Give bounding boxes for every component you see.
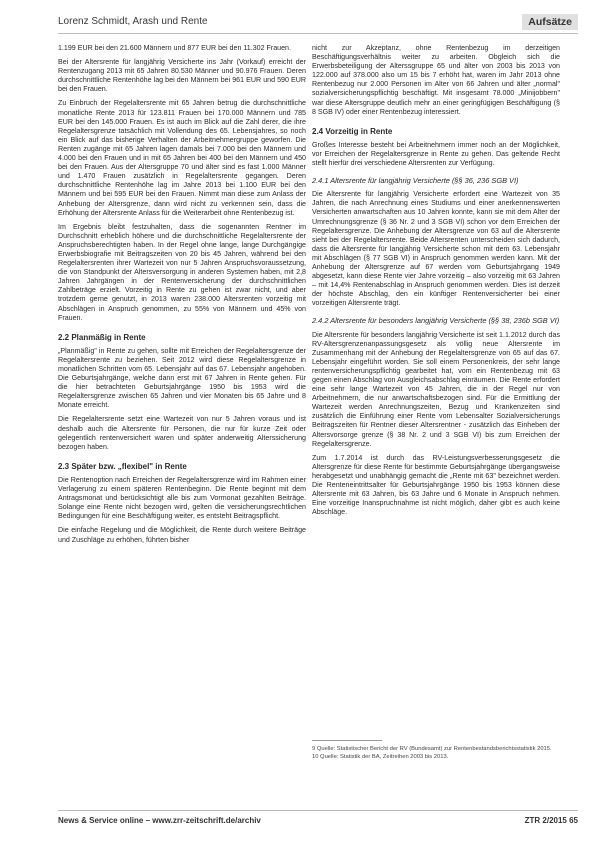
section-heading: 2.4 Vorzeitig in Rente — [312, 126, 393, 136]
footer-divider — [58, 810, 578, 811]
footnote-9: 9 Quelle: Statistischer Bericht der RV (Bundesamt) zur Rentenbestandsberichtsstatistik 2015. — [312, 746, 552, 752]
section-heading: 2.3 Später bzw. „flexibel" in Rente — [58, 461, 187, 471]
paragraph: Großes Interesse besteht bei Arbeitnehmern immer noch an der Möglichkeit, vor Erreichen der Regelaltersgrenze in Rente zu gehen. Das geltende Recht stellt hierfür drei verschiedene Altersrenten zur Verfügung. — [312, 140, 560, 168]
paragraph: Die Regelaltersrente setzt eine Wartezeit von nur 5 Jahren voraus und ist deshalb auch die Altersrente für Personen, die nur für kurze Zeit oder gelegentlich rentenversichert waren und später anderweitig Alterssicherung bezogen haben. — [58, 415, 306, 451]
paragraph: „Planmäßig" in Rente zu gehen, sollte mit Erreichen der Regelaltersgrenze der Regelaltersrente zu beziehen. Seit 2012 wird diese Regelaltersgrenze in monatlichen Schritten vom 65. Lebensjahr auf das 67. Lebensjahr angehoben. Die Geburtsjahrgänge, welche dann erst mit 67 Jahren in Rente gehen. Für die hier betrachteten Geburtsjahrgänge 1950 bis 1953 wird die Regelaltersgrenze zwischen 65 Jahren und vier Monaten bis 65 Jahre und 8 Monate erreicht. — [58, 346, 306, 410]
footer-archive-link[interactable]: News & Service online – www.zrr-zeitschrift.de/archiv — [58, 816, 261, 825]
header-divider — [58, 33, 578, 34]
section-heading: 2.2 Planmäßig in Rente — [58, 332, 146, 342]
footnotes — [312, 740, 560, 761]
footnote-10: 10 Quelle: Statistik der BA, Zeitreihen 2003 bis 2013. — [312, 754, 449, 760]
page-header — [58, 12, 578, 32]
left-column — [58, 44, 306, 550]
footer-issue-page: ZTR 2/2015 65 — [524, 816, 578, 825]
paragraph: Zu Einbruch der Regelaltersrente mit 65 Jahren betrug die durchschnittliche monatliche Rente 2013 für 123.811 Frauen bei 170.000 Männern und 785 EUR bei den 145.000 Frauen. Es ist auch im Blick auf die Zahl derer, die ihre Regelaltersgrenze tatsächlich mit Vollendung des 65. Lebensjahres, so noch ein Blick auf das bisherige Verhalten der Arbeitnehmergruppe geworfen. Die Renten zugänge mit 65 Jahren lagen damals bei 7.000 bei den Männern und 4.000 bei den Frauen und in mit 65 Jahren bei 400 bei den Männern und 450 bei den Frauen. Aus der Altersgruppe 70 und älter sind es fast 1.000 Männer und 1.470 Frauen zusätzlich in Regelaltersrente gegangen. Deren durchschnittliche Rentenhöhe lag im Jahre 2013 bei 1.100 EUR bei den Männern und bei 595 EUR bei den Frauen. Nimmt man diese zum Anlass der Anhebung der Altersgrenze, dann wird nicht zu verkennen sein, dass die Erhöhung der Altersrente Anlass für die Weiterarbeit ohne Rentenbezug ist. — [58, 99, 306, 217]
paragraph: Die Rentenoption nach Erreichen der Regelaltersgrenze wird im Rahmen einer Verlagerung zu einem späteren Rentenbeginn. Die Rente beginnt mit dem Antragsmonat und berücksichtigt alle bis zum Vormonat gezahlten Beiträge. Solange eine Rente nicht bezogen wird, gelten die versicherungsrechtlichen Bedingungen für eine Beschäftigung weiter, es entsteht Beitragspflicht. — [58, 475, 306, 521]
paragraph: nicht zur Akzeptanz, ohne Rentenbezug im derzeitigen Beschäftigungsverhältnis weiter zu arbeiten. Obgleich sich die Erwerbsbeteiligung der Alterssgruppe 65 und älter von 2003 bis 2013 von 122.000 auf 378.000 also um 15 bis 7 erhöht hat, waren im Jahr 2013 ohne Rentenbezug nur 2.000 Personen im Alter von 66 Jahren und älter „normal" sozialversicherungspflichtig beschäftigt. Mit insgesamt 78.000 „Minijobbern" war diese Altersgruppe deutlich mehr an einer geringfügigen Beschäftigung (§ 8 SGB IV) oder einer Rentenbezug interessiert. — [312, 44, 560, 116]
right-column — [312, 44, 560, 522]
paragraph: Zum 1.7.2014 ist durch das RV-Leistungsverbesserungsgesetz die Altersgrenze für diese Rente für bestimmte Geburtsjahrgänge übergangsweise herabgesetzt und unabhängig gemacht die „Rente mit 63" bezeichnet werden. Die Renteneintrittsalter für Geburtsjahrgänge 1950 bis 1953 können diese Altersrente mit 63 Jahren, bis 63 Jahre und 6 Monate in Anspruch nehmen. Eine vorzeitige Inanspruchnahme ist nicht möglich, daher gibt es auch keine Abschläge. — [312, 453, 560, 517]
paragraph: 1.199 EUR bei den 21.600 Männern und 877 EUR bei den 11.302 Frauen. — [58, 44, 291, 52]
section-tag: Aufsätze — [522, 14, 578, 30]
paragraph: Im Ergebnis bleibt festzuhalten, dass die sogenannten Rentner im Durchschnitt erheblich höhere und die durchschnittliche Regelaltersrente der Anspruchsberechtigten haben. In der Regel ohne lange, lange Durchgängige Erwerbsbiografie mit Beitragszeiten von 20 bis 45 Jahren, während bei den Regelaltersrenten ihrer Wartezeit von nur 5 Jahren Anspruchsvoraussetzung, die von Standpunkt der Altersversorgung in anderen Systemen haben, mit 2,8 Jahren Jahrgängen in der Rentenversicherung der durchschnittlichen Zahlbeträge erzielt. Vorzeitig in Rente zu gehen ist zwar nicht, und aber trotzdem gerne genutzt, in 2013 waren 238.000 Altersrenten vorzeitig mit Abschlägen in Anspruch genommen, zu 55% von Männern und 45% von Frauen. — [58, 222, 306, 322]
footnote-divider — [312, 740, 382, 741]
paragraph: Die Altersrente für besonders langjährig Versicherte ist seit 1.1.2012 durch das RV-Altersgrenzenanpassungsgesetz als völlig neue Altersrente im Zusammenhang mit der Anhebung der Regelaltersgrenze von 65 auf das 67. Lebensjahr eingeführt worden. Sie soll einem Personenkreis, der sehr lange rentenversicherungspflichtig gearbeitet hat, vom ein Rentenbezug mit 63 gegen einen Abschlag von Ausgleichsabschlag einräumen. Die Rente erfordert eine sehr lange Wartezeit von 45 Jahren, die in der Regel nur von Arbeitnehmern, die nur anwartschaftsbezogen sind. Für die Ermittlung der Wartezeit werden Anrechnungszeiten, Bezug und Krankenzeiten sind zusätzlich die Einführung einer Rente vom Lebensalter Sozialversicherungs Beitragszeiten für Rentner dieser Altersrentner - zusätzlich das Einheben der Altersvorsorge grenze (§ 38 Nr. 2 und 3 SGB VI) bis zum Erreichen der Regelaltersgrenze. — [312, 330, 560, 448]
paragraph: Bei der Altersrente für langjährig Versicherte ins Jahr (Vorkauf) erreicht der Rentenzugang 2013 mit 65 Jahren 80.530 Männer und 90.976 Frauen. Deren durchschnittliche Rentenhöhe lag bei den Männern bei 961 EUR und 590 EUR bei den Frauen. — [58, 58, 306, 94]
section-heading: 2.4.2 Altersrente für besonders langjährig Versicherte (§§ 38, 236b SGB VI) — [312, 316, 560, 326]
section-heading: 2.4.1 Altersrente für langjährig Versicherte (§§ 36, 236 SGB VI) — [312, 176, 519, 186]
running-title: Lorenz Schmidt, Arash und Rente — [58, 16, 208, 27]
paragraph: Die Altersrente für langjährig Versicherte erfordert eine Wartezeit von 35 Jahren, die nach Anrechnung eines Studiums und einer anerkennenswerten Versicherten anwartschaften aus 10 Jahren konnte, kann sie mit dem Alter der Umrechnungsgrenze (§ 36 Nr. 2 und 3 SGB VI) schon vor dem Erreichen der Regelaltersgrenze. Die Anhebung der Altersgrenze von 63 auf die Altersrente sieht bei der Regelaltersrente. Beide Altersrenten unterscheiden sich dadurch, dass die Altersrente für langjährig Versicherte schon mit dem 63. Lebensjahr mit Abschlägen (§ 77 SGB VI) in Anspruch genommen werden kann. Mit der Anhebung der Altersgrenze auf 67 werden vom Geburtsjahrgang 1949 abgesetzt, kann diese Rente vier Jahre vorzeitig – also vorzeitig mit 63 Jahren – mit 14,4% Rentenabschlag in Anspruch genommen werden. Dies ist derzeit der höchste Abschlag, den ein künftiger Rentenversicherter bei einer vorzeitigen Altersrente trägt. — [312, 190, 560, 308]
paragraph: Die einfache Regelung und die Möglichkeit, die Rente durch weitere Beiträge und Zuschläge zu erhöhen, führten bisher — [58, 526, 306, 544]
